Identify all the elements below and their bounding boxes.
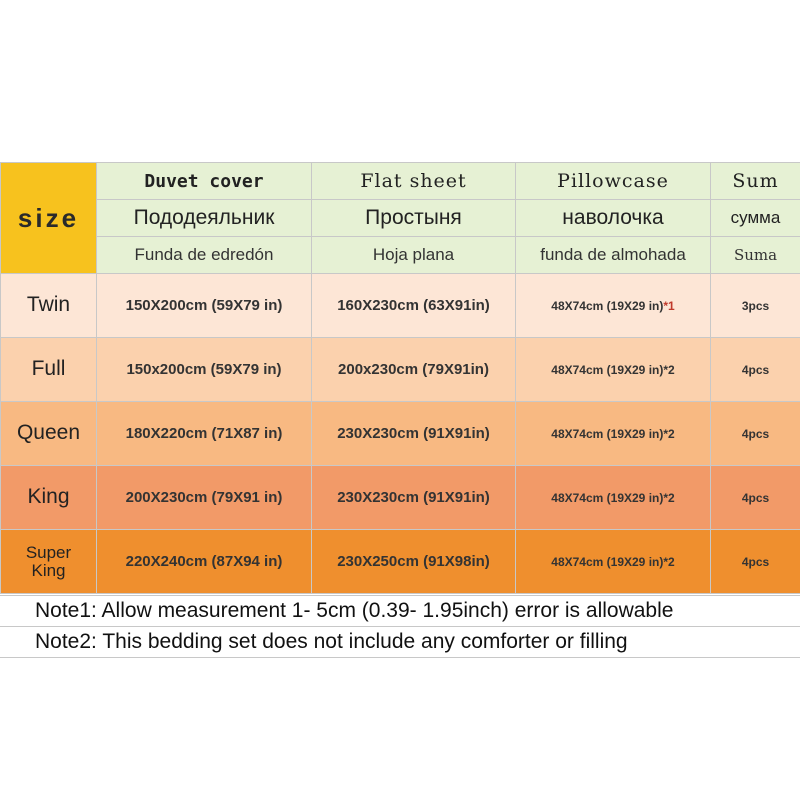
sum-header-en: Sum [711, 163, 800, 200]
pillowcase-header-es: funda de almohada [516, 237, 711, 274]
size-name-line2: King [31, 560, 66, 580]
duvet-size: 220X240cm (87X94 in) [97, 530, 312, 594]
pillowcase-quantity: *2 [663, 426, 675, 441]
size-name: Twin [1, 274, 97, 338]
notes-section [0, 596, 800, 658]
table-row [1, 274, 800, 338]
size-name: King [1, 466, 97, 530]
pillowcase-size-cell [516, 402, 711, 466]
table-row [1, 530, 800, 594]
header-row-spanish [1, 237, 800, 274]
header-row-russian [1, 200, 800, 237]
pillowcase-header-en: Pillowcase [516, 163, 711, 200]
flat-sheet-size: 160X230cm (63X91in) [312, 274, 516, 338]
note-measurement: Note1: Allow measurement 1- 5cm (0.39- 1.95inch) error is allowable [0, 595, 800, 627]
set-piece-count: 3pcs [711, 274, 800, 338]
pillowcase-size: 48X74cm (19X29 in) [551, 298, 664, 313]
pillowcase-quantity: *2 [663, 490, 675, 505]
table-row [1, 402, 800, 466]
pillowcase-size: 48X74cm (19X29 in) [551, 490, 664, 505]
pillowcase-size-cell [516, 466, 711, 530]
pillowcase-quantity: *2 [663, 554, 675, 569]
pillowcase-size: 48X74cm (19X29 in) [551, 362, 664, 377]
pillowcase-size-cell [516, 338, 711, 402]
set-piece-count: 4pcs [711, 530, 800, 594]
sum-header-es: Suma [711, 237, 800, 274]
note-no-filling: Note2: This bedding set does not include any comforter or filling [0, 626, 800, 658]
flat-sheet-size: 200x230cm (79X91in) [312, 338, 516, 402]
duvet-header-es: Funda de edredón [97, 237, 312, 274]
header-row-english [1, 163, 800, 200]
size-name: Full [1, 338, 97, 402]
sum-header-ru: сумма [711, 200, 800, 237]
flat-sheet-header-ru: Простыня [312, 200, 516, 237]
duvet-header-en: Duvet cover [97, 163, 312, 200]
set-piece-count: 4pcs [711, 466, 800, 530]
size-chart-table [0, 162, 800, 594]
set-piece-count: 4pcs [711, 402, 800, 466]
pillowcase-header-ru: наволочка [516, 200, 711, 237]
pillowcase-size-cell [516, 274, 711, 338]
pillowcase-size: 48X74cm (19X29 in) [551, 426, 664, 441]
size-name-line1: Super [25, 542, 72, 562]
table-row [1, 338, 800, 402]
duvet-size: 150x200cm (59X79 in) [97, 338, 312, 402]
duvet-size: 180X220cm (71X87 in) [97, 402, 312, 466]
pillowcase-size-cell [516, 530, 711, 594]
flat-sheet-size: 230X230cm (91X91in) [312, 466, 516, 530]
size-header: size [1, 163, 97, 274]
flat-sheet-header-es: Hoja plana [312, 237, 516, 274]
pillowcase-quantity: *1 [663, 298, 675, 313]
set-piece-count: 4pcs [711, 338, 800, 402]
flat-sheet-size: 230X250cm (91X98in) [312, 530, 516, 594]
size-name [1, 530, 97, 594]
pillowcase-size: 48X74cm (19X29 in) [551, 554, 664, 569]
pillowcase-quantity: *2 [663, 362, 675, 377]
duvet-size: 200X230cm (79X91 in) [97, 466, 312, 530]
duvet-header-ru: Пододеяльник [97, 200, 312, 237]
table-row [1, 466, 800, 530]
flat-sheet-header-en: Flat sheet [312, 163, 516, 200]
flat-sheet-size: 230X230cm (91X91in) [312, 402, 516, 466]
size-name: Queen [1, 402, 97, 466]
duvet-size: 150X200cm (59X79 in) [97, 274, 312, 338]
size-table-wrapper [0, 162, 800, 594]
